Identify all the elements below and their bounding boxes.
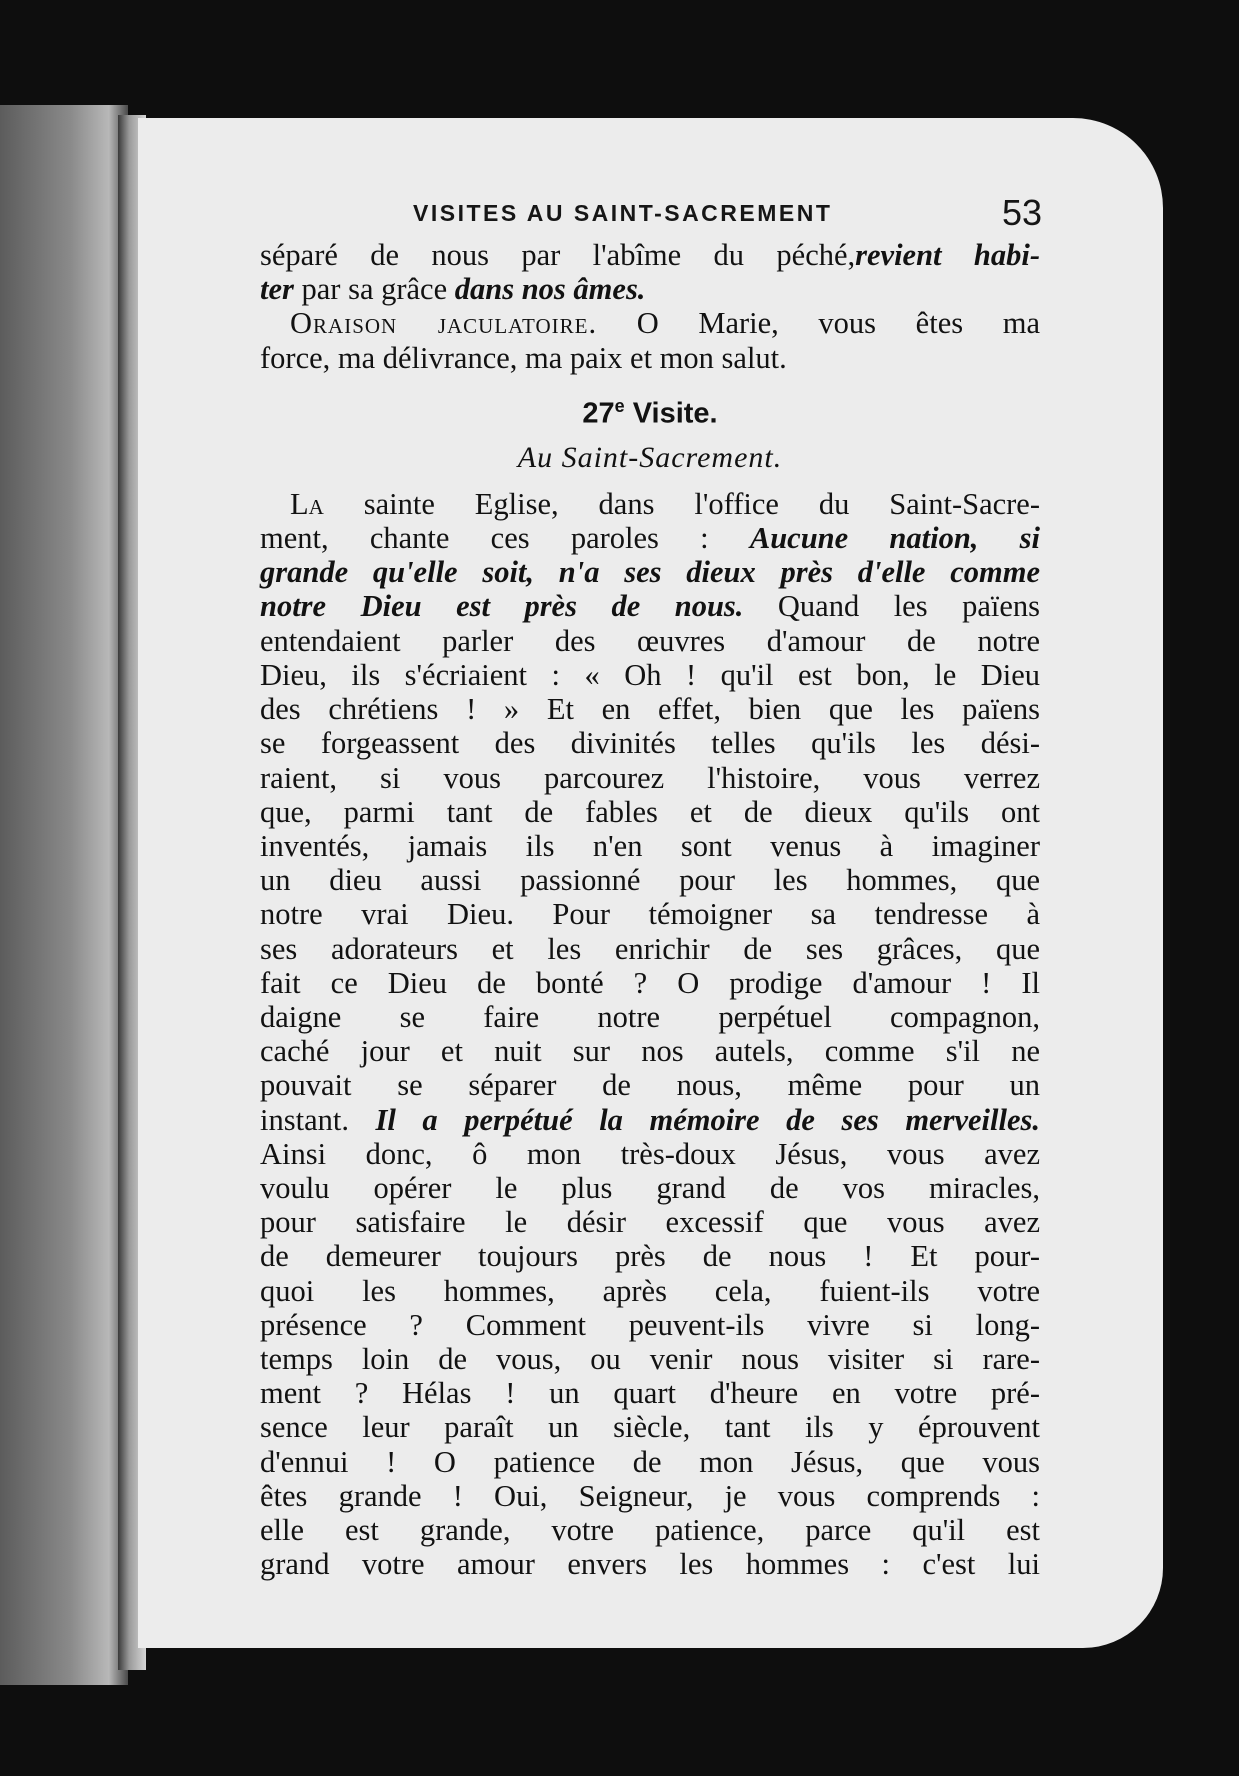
text-line: des chrétiens ! » Et en effet, bien que les païens [260, 692, 1040, 727]
text-run: Quand les païens [743, 589, 1040, 624]
italic-run: revient habi- [855, 238, 1040, 272]
text-line: inventés, jamais ils n'en sont venus à imaginer [260, 828, 1040, 863]
italic-run: Aucune nation, si [749, 521, 1040, 556]
text-line: présence ? Comment peuvent-ils vivre si long- [260, 1307, 1040, 1342]
text-line: caché jour et nuit sur nos autels, comme s'il ne [260, 1034, 1040, 1069]
text-line: ses adorateurs et les enrichir de ses grâces, que [260, 931, 1040, 966]
page-body [260, 238, 1040, 1581]
text-line: ment ? Hélas ! un quart d'heure en votre pré- [260, 1376, 1040, 1411]
text-line: temps loin de vous, ou venir nous visiter si rare- [260, 1341, 1040, 1376]
text-line: d'ennui ! O patience de mon Jésus, que vous [260, 1444, 1040, 1479]
text-line [260, 272, 1040, 306]
first-word: La [290, 486, 324, 521]
text-line: que, parmi tant de fables et de dieux qu'ils ont [260, 794, 1040, 829]
text-line [260, 238, 1040, 272]
text-line: pouvait se séparer de nous, même pour un [260, 1068, 1040, 1103]
text-line: pour satisfaire le désir excessif que vous avez [260, 1205, 1040, 1240]
italic-run: notre Dieu est près de nous. [260, 589, 744, 624]
text-line: êtes grande ! Oui, Seigneur, je vous comprends : [260, 1478, 1040, 1513]
text-run: ment, chante ces paroles : [260, 521, 750, 556]
text-run: séparé de nous par l'abîme du péché, [260, 238, 856, 272]
text-run: sainte Eglise, dans l'office du Saint-Sacre- [323, 486, 1040, 521]
text-line [260, 521, 1040, 555]
adjacent-page-edge [0, 105, 128, 1685]
book-page [138, 118, 1163, 1648]
text-line: quoi les hommes, après cela, fuient-ils votre [260, 1273, 1040, 1308]
visit-heading [260, 389, 1040, 431]
text-run: O Marie, vous êtes ma [597, 306, 1040, 341]
text-line: notre vrai Dieu. Pour témoigner sa tendresse à [260, 897, 1040, 932]
italic-run: Il a perpétué la mémoire de ses merveilles. [375, 1102, 1040, 1137]
text-line: Ainsi donc, ô mon très-doux Jésus, vous avez [260, 1136, 1040, 1171]
running-head: VISITES AU SAINT-SACREMENT [413, 200, 833, 226]
text-line: elle est grande, votre patience, parce qu'il est [260, 1512, 1040, 1547]
text-line [260, 487, 1040, 521]
text-line: grande qu'elle soit, n'a ses dieux près d'elle comme [260, 555, 1040, 590]
italic-run: dans nos âmes. [454, 272, 646, 307]
text-line: de demeurer toujours près de nous ! Et pour- [260, 1239, 1040, 1274]
text-line: voulu opérer le plus grand de vos miracles, [260, 1170, 1040, 1205]
visit-word: Visite. [624, 397, 718, 430]
text-run: instant. [260, 1102, 376, 1137]
page-number: 53 [1002, 192, 1043, 233]
text-line: un dieu aussi passionné pour les hommes, que [260, 863, 1040, 898]
italic-run: ter [260, 272, 294, 307]
oraison-label: Oraison jaculatoire. [290, 306, 598, 341]
text-line: daigne se faire notre perpétuel compagnon, [260, 999, 1040, 1034]
text-line: fait ce Dieu de bonté ? O prodige d'amour ! Il [260, 965, 1040, 1000]
text-line: Dieu, ils s'écriaient : « Oh ! qu'il est bon, le Dieu [260, 657, 1040, 692]
text-line: grand votre amour envers les hommes : c'est lui [260, 1547, 1040, 1582]
text-line [260, 1103, 1040, 1137]
text-line: se forgeassent des divinités telles qu'ils les dési- [260, 726, 1040, 761]
text-line: sence leur paraît un siècle, tant ils y éprouvent [260, 1410, 1040, 1445]
text-line [260, 589, 1040, 623]
page-header [138, 180, 1163, 240]
text-run: par sa grâce [293, 272, 455, 307]
text-line: raient, si vous parcourez l'histoire, vous verrez [260, 760, 1040, 795]
visit-subtitle: Au Saint-Sacrement. [517, 440, 783, 474]
text-line: force, ma délivrance, ma paix et mon salut. [260, 340, 787, 375]
visit-number: 27 [582, 397, 615, 430]
oraison-line [260, 306, 1040, 340]
text-line: entendaient parler des œuvres d'amour de notre [260, 623, 1040, 658]
visit-ordinal: e [614, 395, 625, 416]
